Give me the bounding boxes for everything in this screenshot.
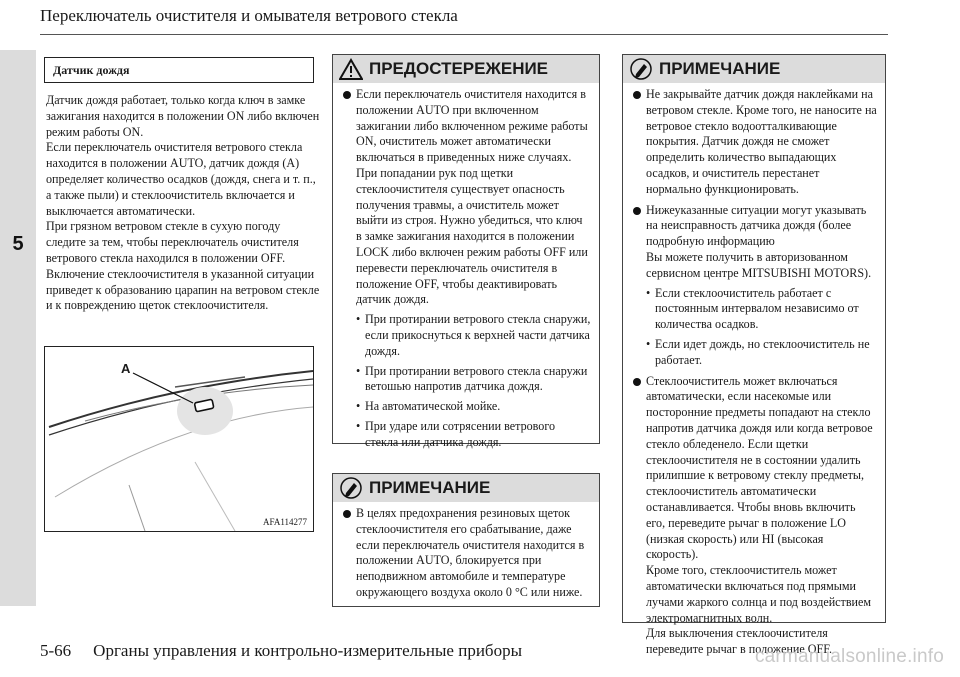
paragraph: Если переключатель очистителя ветрового стекла находится в положении AUTO, датчик дождя (A) определяет количество осадков (дождя, снега и т. п., а также пыли) и стеклоочиститель включается и выключается автоматически. [46, 140, 316, 218]
list-item: Нижеуказанные ситуации могут указывать на неисправность датчика дождя (более подробную информацию [633, 203, 877, 250]
list-item: • На автоматической мойке. [356, 399, 501, 414]
chapter-title: Органы управления и контрольно-измерительные приборы [93, 641, 522, 660]
note-paragraph: Для выключения стеклоочистителя переведите рычаг в положение OFF. [646, 626, 833, 657]
list-item: В целях предохранения резиновых щеток стеклоочистителя его срабатывание, даже если переключатель очистителя находится в положении AUTO, блокируется при неподвижном автомобиле и температуре окружающего воздуха около 0 °C или ниже. [343, 506, 591, 601]
section-heading: Датчик дождя [44, 57, 314, 83]
note-header [623, 55, 885, 83]
page-number: 5-66 [40, 641, 72, 660]
paragraph: Включение стеклоочистителя в указанной ситуации приведет к образованию царапин на ветровом стекле и к повреждению щеток стеклоочистителя. [46, 266, 320, 313]
list-item: • При ударе или сотрясении ветрового стекла или датчика дождя. [356, 418, 556, 449]
warning-triangle-icon [339, 58, 363, 80]
pencil-note-icon [339, 477, 363, 499]
note-header [333, 474, 599, 502]
watermark: carmanualsonline.info [754, 646, 944, 667]
note-box [622, 54, 886, 657]
sensor-callout-label: A [121, 361, 131, 376]
bullet-icon [633, 378, 641, 386]
list-item: Стеклоочиститель может включаться автоматически, если насекомые или посторонние предметы попадают на стекло напротив датчика дождя или когда ветровое стекло обледенело. Если щетки стеклоочистителя не в состоянии удалить прилипшие к ветровому стеклу предметы, стеклоочиститель автоматически останавливается. Чтобы вновь включить его, переведите рычаг в положение LO (низкая скорость) или HI (высокая скорость). [633, 374, 877, 564]
page-footer [40, 641, 522, 661]
list-item: • При протирании ветрового стекла снаружи ветошью напротив датчика дождя. [356, 363, 588, 394]
warning-box [332, 54, 600, 449]
warning-header [333, 55, 599, 83]
warning-title: ПРЕДОСТЕРЕЖЕНИЕ [369, 59, 549, 78]
page-header-title: Переключатель очистителя и омывателя ветрового стекла [40, 6, 458, 25]
note-title: ПРИМЕЧАНИЕ [659, 59, 781, 78]
section-body [46, 93, 320, 314]
list-item: Не закрывайте датчик дождя наклейками на ветровом стекле. Кроме того, не наносите на ветровое стекло водоотталкивающие покрытия. Датчик дождя не сможет определить количество выпадающих осадков, и очиститель перестанет нормально функционировать. [633, 87, 877, 198]
pencil-note-icon [629, 58, 653, 80]
note-paragraph: Вы можете получить в авторизованном сервисном центре MITSUBISHI MOTORS). [646, 249, 872, 280]
paragraph: Датчик дождя работает, только когда ключ в замке зажигания находится в положении ON либо включен режим работы ON. [46, 93, 320, 139]
header-rule [40, 34, 888, 35]
paragraph: При грязном ветровом стекле в сухую погоду следите за тем, чтобы переключатель очистителя ветрового стекла находился в положении OFF. [46, 219, 299, 265]
bullet-icon [633, 91, 641, 99]
figure-code: AFA114277 [262, 517, 307, 527]
bullet-icon [343, 91, 351, 99]
list-item: • При протирании ветрового стекла снаружи, если прикоснуться к верхней части датчика дождя. [356, 312, 591, 358]
chapter-number: 5 [12, 233, 24, 255]
list-item: Если переключатель очистителя находится в положении AUTO при включенном зажигании либо включенном режиме работы ON, очиститель может автоматически включаться в приведенных ниже случаях. [343, 87, 591, 166]
bullet-icon [633, 207, 641, 215]
note-paragraph: Кроме того, стеклоочиститель может автоматически включаться под прямыми лучами жаркого солнца и под воздействием электромагнитных волн. [646, 563, 872, 625]
note-box [332, 473, 600, 607]
chapter-side-tab [0, 50, 36, 606]
warning-paragraph: При попадании рук под щетки стеклоочистителя существует опасность получения травмы, а очиститель может выйти из строя. Нужно убедиться, что ключ в замке зажигания находится в положении LOCK либо включен режим работы OFF или перевести переключатель очистителя в положение OFF, чтобы деактивировать датчик дождя. [356, 165, 588, 307]
list-item: • Если стеклоочиститель работает с постоянным интервалом независимо от количества осадков. [646, 285, 859, 332]
bullet-icon [343, 510, 351, 518]
list-item: • Если идет дождь, но стеклоочиститель не работает. [646, 336, 870, 367]
rain-sensor-figure [44, 346, 314, 532]
windshield-illustration [45, 347, 313, 531]
note-title: ПРИМЕЧАНИЕ [369, 478, 491, 497]
